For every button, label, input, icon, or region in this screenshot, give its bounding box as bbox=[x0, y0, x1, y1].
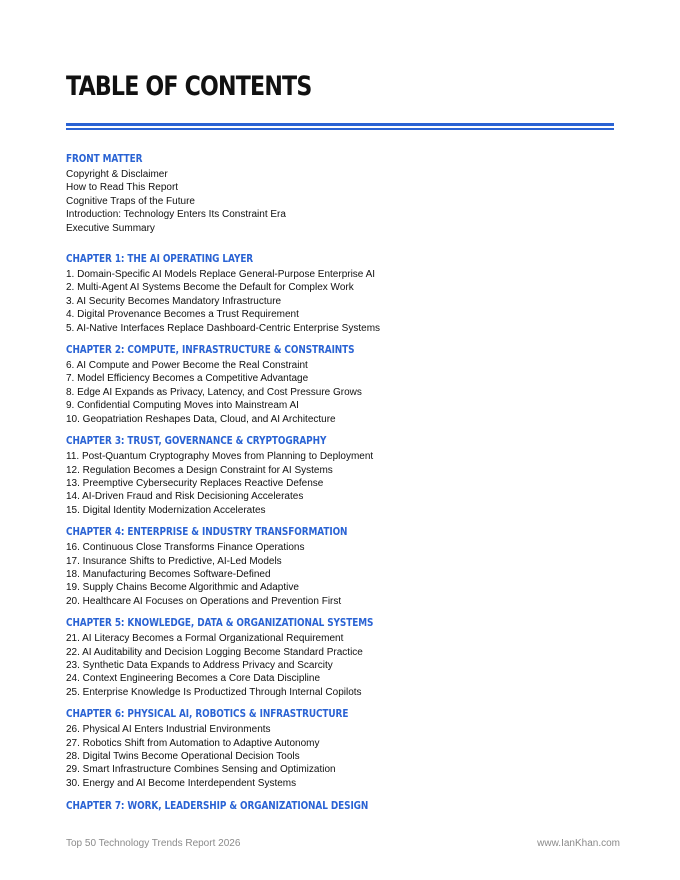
toc-entry[interactable]: 22. AI Auditability and Decision Logging Become Standard Practice bbox=[66, 646, 363, 658]
toc-section bbox=[66, 342, 626, 426]
toc-entry[interactable]: 23. Synthetic Data Expands to Address Privacy and Scarcity bbox=[66, 659, 333, 671]
toc-entry[interactable]: Executive Summary bbox=[66, 222, 155, 234]
toc-entry[interactable]: 29. Smart Infrastructure Combines Sensing and Optimization bbox=[66, 764, 336, 776]
toc-entry[interactable]: 3. AI Security Becomes Mandatory Infrastructure bbox=[66, 295, 282, 307]
toc-entry[interactable]: 27. Robotics Shift from Automation to Adaptive Autonomy bbox=[66, 737, 320, 749]
toc-entry[interactable]: 30. Energy and AI Become Interdependent Systems bbox=[66, 777, 297, 789]
toc-entry[interactable]: 17. Insurance Shifts to Predictive, AI-Led Models bbox=[66, 555, 282, 567]
toc-section bbox=[66, 615, 626, 699]
toc-entry[interactable]: 21. AI Literacy Becomes a Formal Organizational Requirement bbox=[66, 633, 344, 645]
toc-entry[interactable]: 6. AI Compute and Power Become the Real Constraint bbox=[66, 360, 308, 372]
footer-website: www.IanKhan.com bbox=[537, 838, 620, 849]
page-title: TABLE OF CONTENTS bbox=[66, 71, 312, 102]
toc-section bbox=[66, 798, 626, 815]
toc-entry-list bbox=[66, 450, 626, 517]
toc-entry[interactable]: 28. Digital Twins Become Operational Decision Tools bbox=[66, 751, 300, 762]
toc-section-heading: CHAPTER 2: COMPUTE, INFRASTRUCTURE & CONSTRAINTS bbox=[66, 344, 355, 357]
toc-entry[interactable]: 7. Model Efficiency Becomes a Competitive Advantage bbox=[66, 373, 309, 385]
toc-section-heading: CHAPTER 1: THE AI OPERATING LAYER bbox=[66, 253, 254, 266]
footer-report-title: Top 50 Technology Trends Report 2026 bbox=[66, 838, 241, 849]
toc-entry[interactable]: 4. Digital Provenance Becomes a Trust Requirement bbox=[66, 309, 299, 321]
toc-entry[interactable]: Introduction: Technology Enters Its Constraint Era bbox=[66, 209, 286, 221]
toc-entry[interactable]: 19. Supply Chains Become Algorithmic and Adaptive bbox=[66, 582, 299, 594]
title-divider-bottom-line bbox=[66, 128, 614, 130]
toc-section-heading: CHAPTER 4: ENTERPRISE & INDUSTRY TRANSFORMATION bbox=[66, 526, 348, 539]
toc-entry[interactable]: 26. Physical AI Enters Industrial Environments bbox=[66, 724, 271, 736]
toc-entry[interactable]: 14. AI-Driven Fraud and Risk Decisioning Accelerates bbox=[66, 491, 304, 503]
toc-section bbox=[66, 151, 626, 235]
toc-entry[interactable]: 16. Continuous Close Transforms Finance Operations bbox=[66, 542, 305, 554]
toc-entry[interactable]: 11. Post-Quantum Cryptography Moves from Planning to Deployment bbox=[66, 451, 374, 463]
toc-section bbox=[66, 251, 626, 335]
title-divider bbox=[66, 123, 614, 130]
toc-section-heading: FRONT MATTER bbox=[66, 153, 143, 165]
toc-entry[interactable]: Copyright & Disclaimer bbox=[66, 169, 168, 180]
toc-entry-list bbox=[66, 359, 626, 426]
toc-entry[interactable]: 10. Geopatriation Reshapes Data, Cloud, and AI Architecture bbox=[66, 413, 336, 425]
toc-entry[interactable]: 20. Healthcare AI Focuses on Operations and Prevention First bbox=[66, 595, 342, 607]
toc-section-heading: CHAPTER 6: PHYSICAL AI, ROBOTICS & INFRASTRUCTURE bbox=[66, 708, 349, 721]
toc-entry-list bbox=[66, 723, 626, 790]
toc-section bbox=[66, 433, 626, 517]
toc-section-heading: CHAPTER 7: WORK, LEADERSHIP & ORGANIZATIONAL DESIGN bbox=[66, 800, 369, 813]
toc-entry-list bbox=[66, 168, 626, 235]
toc-section-heading: CHAPTER 3: TRUST, GOVERNANCE & CRYPTOGRAPHY bbox=[66, 435, 327, 448]
title-divider-top-line bbox=[66, 123, 614, 126]
toc-entry[interactable]: 2. Multi-Agent AI Systems Become the Default for Complex Work bbox=[66, 282, 354, 294]
toc-entry[interactable]: 1. Domain-Specific AI Models Replace General-Purpose Enterprise AI bbox=[66, 269, 376, 281]
toc-entry[interactable]: 25. Enterprise Knowledge Is Productized Through Internal Copilots bbox=[66, 686, 362, 698]
toc-entry[interactable]: How to Read This Report bbox=[66, 182, 179, 194]
toc-entry[interactable]: 13. Preemptive Cybersecurity Replaces Reactive Defense bbox=[66, 477, 324, 489]
toc-entry[interactable]: 24. Context Engineering Becomes a Core Data Discipline bbox=[66, 673, 321, 685]
toc-entry-list bbox=[66, 268, 626, 335]
toc-section bbox=[66, 706, 626, 790]
toc-entry[interactable]: Cognitive Traps of the Future bbox=[66, 195, 195, 207]
toc-section bbox=[66, 524, 626, 608]
toc-entry[interactable]: 5. AI-Native Interfaces Replace Dashboard-Centric Enterprise Systems bbox=[66, 322, 381, 334]
toc-entry-list bbox=[66, 541, 626, 608]
table-of-contents bbox=[66, 144, 626, 815]
toc-section-heading: CHAPTER 5: KNOWLEDGE, DATA & ORGANIZATIONAL SYSTEMS bbox=[66, 617, 374, 630]
toc-entry[interactable]: 12. Regulation Becomes a Design Constraint for AI Systems bbox=[66, 464, 333, 476]
toc-entry[interactable]: 8. Edge AI Expands as Privacy, Latency, and Cost Pressure Grows bbox=[66, 386, 362, 398]
toc-entry[interactable]: 15. Digital Identity Modernization Accelerates bbox=[66, 504, 266, 516]
toc-entry[interactable]: 9. Confidential Computing Moves into Mainstream AI bbox=[66, 400, 299, 412]
toc-entry[interactable]: 18. Manufacturing Becomes Software-Defined bbox=[66, 568, 271, 580]
toc-entry-list bbox=[66, 632, 626, 699]
